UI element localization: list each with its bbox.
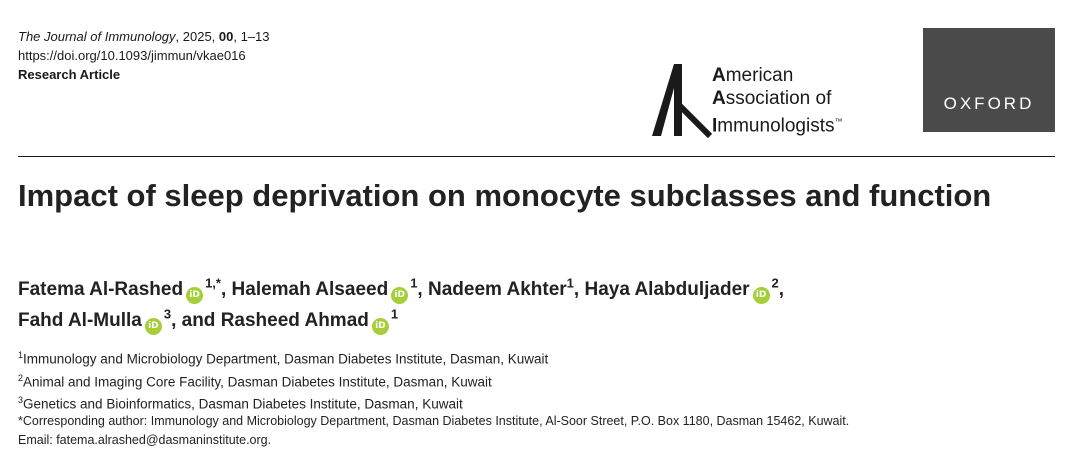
article-type: Research Article	[18, 67, 121, 82]
author-entry	[584, 275, 785, 300]
aai-line3: mmunologists	[717, 115, 835, 137]
author-name[interactable]: Haya Alabduljader	[584, 279, 750, 300]
author-name[interactable]: Fahd Al-Mulla	[18, 310, 142, 331]
journal-year: , 2025,	[175, 29, 219, 44]
author-separator: ,	[417, 279, 428, 300]
correspondence	[18, 412, 1068, 450]
aai-line2-cap: A	[712, 88, 726, 109]
author-separator: ,	[778, 279, 785, 300]
article-title: Impact of sleep deprivation on monocyte subclasses and function	[18, 178, 992, 213]
author-name[interactable]: Halemah Alsaeed	[231, 279, 389, 300]
author-affiliation-mark: 2	[771, 275, 779, 291]
author-affiliation-mark: 1	[410, 275, 418, 291]
author-separator: , and	[171, 310, 221, 331]
author-affiliation-mark: 1	[566, 275, 574, 291]
orcid-icon[interactable]: iD	[372, 318, 389, 335]
aai-trademark: ™	[834, 117, 843, 126]
affiliation	[18, 346, 548, 369]
citation-line	[18, 27, 270, 46]
author-separator: ,	[573, 279, 585, 300]
author-affiliation-mark: 3	[163, 306, 172, 322]
journal-header	[18, 27, 270, 84]
affiliation-list	[18, 346, 548, 414]
aai-mark-icon	[652, 64, 714, 138]
author-name[interactable]: Rasheed Ahmad	[220, 310, 369, 331]
aai-wordmark	[712, 64, 843, 137]
author-entry	[231, 275, 428, 300]
affiliation-text: Animal and Imaging Core Facility, Dasman Diabetes Institute, Dasman, Kuwait	[23, 374, 492, 389]
aai-line3-cap: I	[712, 115, 718, 137]
author-affiliation-mark: 1,*	[205, 275, 221, 291]
affiliation	[18, 369, 548, 392]
orcid-icon[interactable]: iD	[753, 287, 770, 304]
correspondence-address: *Corresponding author: Immunology and Microbiology Department, Dasman Diabetes Institute, Al-Soor Street, P.O. Box 1180, Dasman 15462, Kuwait.	[18, 414, 850, 428]
author-list	[18, 274, 1058, 336]
author-separator: ,	[220, 279, 232, 300]
affiliation-number: 1	[18, 350, 24, 360]
affiliation-number: 3	[18, 395, 24, 405]
author-name[interactable]: Nadeem Akhter	[427, 279, 567, 300]
doi-link[interactable]: https://doi.org/10.1093/jimmun/vkae016	[18, 48, 246, 63]
journal-pages: , 1–13	[233, 29, 270, 44]
affiliation-number: 2	[18, 372, 24, 383]
orcid-icon[interactable]: iD	[145, 318, 162, 335]
author-name[interactable]: Fatema Al-Rashed	[18, 279, 184, 300]
affiliation	[18, 391, 548, 414]
journal-volume: 00	[218, 29, 234, 44]
orcid-icon[interactable]: iD	[391, 287, 408, 304]
author-entry	[220, 306, 399, 331]
author-entry	[18, 275, 232, 300]
correspondence-email[interactable]: Email: fatema.alrashed@dasmaninstitute.org.	[18, 433, 272, 447]
orcid-icon[interactable]: iD	[186, 287, 203, 304]
publisher-name: OXFORD	[943, 94, 1035, 113]
aai-line2: ssociation of	[725, 88, 832, 109]
oxford-logo	[923, 28, 1055, 132]
affiliation-text: Genetics and Bioinformatics, Dasman Diabetes Institute, Dasman, Kuwait	[23, 396, 463, 412]
author-entry	[427, 275, 585, 300]
affiliation-text: Immunology and Microbiology Department, Dasman Diabetes Institute, Dasman, Kuwait	[23, 351, 549, 367]
aai-line1: merican	[725, 65, 794, 86]
journal-name: The Journal of Immunology	[18, 29, 176, 44]
author-affiliation-mark: 1	[390, 306, 399, 322]
aai-logo	[652, 60, 912, 140]
header-divider	[18, 156, 1055, 157]
author-entry	[18, 306, 221, 331]
aai-line1-cap: A	[712, 65, 726, 86]
